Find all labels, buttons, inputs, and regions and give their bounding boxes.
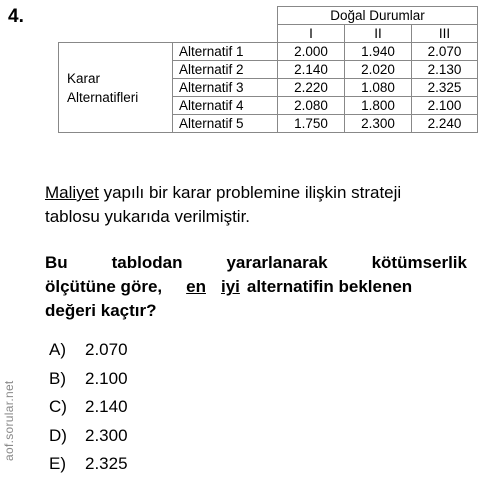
row-label: Alternatif 3 <box>173 79 278 97</box>
prompt-line: ölçütüne göre, en iyi alternatifin beklenen <box>45 275 467 299</box>
underlined-word: Maliyet <box>45 183 99 202</box>
option-d[interactable]: D) 2.300 <box>49 425 128 445</box>
column-header: II <box>345 25 412 43</box>
table-cell: 1.750 <box>278 115 345 133</box>
answer-options <box>49 336 128 479</box>
table-cell: 2.000 <box>278 43 345 61</box>
underlined-word: en <box>186 277 206 296</box>
question-number: 4. <box>8 6 24 27</box>
table-cell: 2.240 <box>412 115 478 133</box>
prompt-line: değeri kaçtır? <box>45 301 157 320</box>
table-cell: 1.080 <box>345 79 412 97</box>
table-cell: 2.325 <box>412 79 478 97</box>
column-header: III <box>412 25 478 43</box>
natural-states-header: Doğal Durumlar <box>278 7 478 25</box>
option-c[interactable]: C) 2.140 <box>49 397 128 416</box>
question-prompt <box>45 251 467 323</box>
table-cell: 2.080 <box>278 97 345 115</box>
row-label: Alternatif 5 <box>173 115 278 133</box>
question-stem <box>45 181 467 229</box>
row-label: Alternatif 2 <box>173 61 278 79</box>
table-cell: 2.300 <box>345 115 412 133</box>
table-cell: 2.100 <box>412 97 478 115</box>
table-row <box>59 43 478 61</box>
row-label: Alternatif 4 <box>173 97 278 115</box>
decision-alternatives-label: Karar Alternatifleri <box>59 43 173 133</box>
stem-line: Maliyet yapılı bir karar problemine ilişkin strateji <box>45 183 402 202</box>
column-header: I <box>278 25 345 43</box>
table-cell: 2.220 <box>278 79 345 97</box>
decision-table <box>58 6 478 133</box>
row-label: Alternatif 1 <box>173 43 278 61</box>
table-header-row <box>59 7 478 25</box>
table-cell: 2.020 <box>345 61 412 79</box>
option-e[interactable]: E) 2.325 <box>49 454 128 473</box>
table-cell: 2.130 <box>412 61 478 79</box>
table-cell: 2.140 <box>278 61 345 79</box>
table-cell: 1.940 <box>345 43 412 61</box>
stem-line: tablosu yukarıda verilmiştir. <box>45 207 251 226</box>
option-a[interactable]: A) 2.070 <box>49 340 128 359</box>
prompt-line: Bu tablodan yararlanarak kötümserlik <box>45 253 467 272</box>
watermark: aof.sorular.net <box>2 380 16 462</box>
table-cell: 1.800 <box>345 97 412 115</box>
underlined-word: iyi <box>220 277 240 296</box>
table-cell: 2.070 <box>412 43 478 61</box>
option-b[interactable]: B) 2.100 <box>49 368 128 388</box>
